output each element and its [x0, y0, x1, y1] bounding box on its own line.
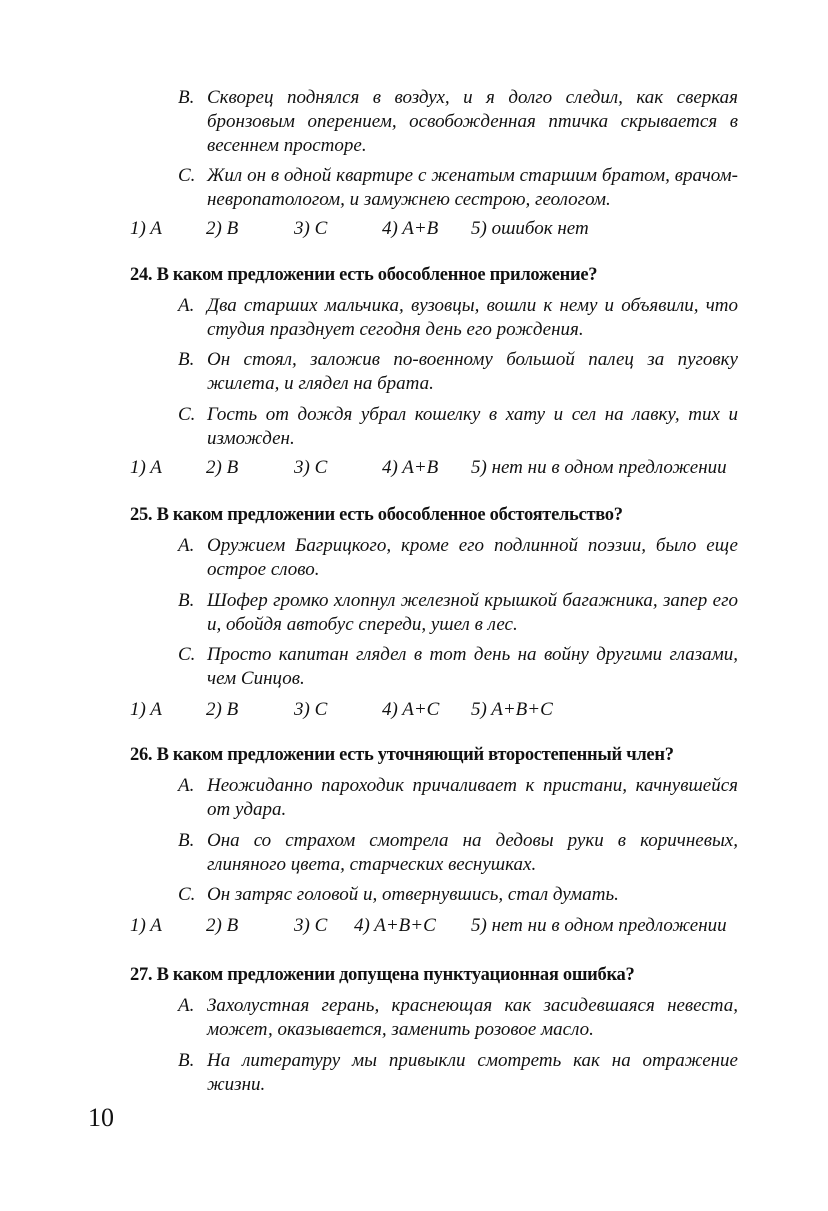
answer-2: 2) B [206, 699, 239, 720]
answer-5: 5) ошибок нет [471, 218, 589, 239]
option-text: Жил он в одной квартире с женатым старшим братом, врачом-невропатологом, и замужнею сестрою, геологом. [207, 165, 738, 210]
option-letter: B. [178, 590, 195, 611]
option-text: Шофер громко хлопнул железной крышкой багажника, запер его и, обойдя автобус спереди, ушел в лес. [207, 590, 738, 635]
option-letter: C. [178, 644, 196, 665]
question-number: 24 [130, 265, 148, 285]
answer-4: 4) A+B+C [354, 915, 436, 936]
answer-3: 3) C [294, 915, 328, 936]
option-27-a [178, 994, 738, 1042]
option-24-a [178, 294, 738, 342]
answers-23 [130, 216, 770, 242]
answer-5: 5) нет ни в одном предложении [471, 457, 727, 478]
answer-5: 5) нет ни в одном предложении [471, 915, 727, 936]
question-text: В каком предложении есть уточняющий второстепенный член? [156, 745, 674, 765]
answer-1: 1) A [130, 457, 162, 478]
option-text: Гость от дождя убрал кошелку в хату и сел на лавку, тих и изможден. [207, 404, 738, 449]
option-text: Он стоял, заложив по-военному большой палец за пуговку жилета, и глядел на брата. [207, 349, 738, 394]
question-24-title: 24. В каком предложении есть обособленное приложение? [130, 265, 598, 285]
option-25-a [178, 534, 738, 582]
question-26-title: 26. В каком предложении есть уточняющий второстепенный член? [130, 745, 674, 765]
answer-1: 1) A [130, 218, 162, 239]
answer-4: 4) A+C [382, 699, 440, 720]
answer-4: 4) A+B [382, 218, 439, 239]
option-text: Просто капитан глядел в тот день на войну другими глазами, чем Синцов. [207, 644, 738, 689]
option-letter: B. [178, 1050, 195, 1071]
option-text: Он затряс головой и, отвернувшись, стал думать. [207, 884, 619, 905]
question-27-title: 27. В каком предложении допущена пунктуационная ошибка? [130, 965, 635, 985]
option-text: Два старших мальчика, вузовцы, вошли к нему и объявили, что студия празднует сегодня день его рождения. [207, 295, 738, 340]
option-25-c [178, 643, 738, 691]
option-letter: C. [178, 404, 196, 425]
answer-2: 2) B [206, 457, 239, 478]
answer-4: 4) A+B [382, 457, 439, 478]
option-24-b [178, 348, 738, 396]
answer-1: 1) A [130, 915, 162, 936]
question-text: В каком предложении допущена пунктуационная ошибка? [156, 965, 635, 985]
option-26-c [178, 883, 738, 907]
answer-3: 3) C [294, 218, 328, 239]
question-number: 25 [130, 505, 148, 525]
option-letter: A. [178, 295, 195, 316]
option-23-b [178, 86, 738, 158]
option-letter: C. [178, 165, 196, 186]
option-26-a [178, 774, 738, 822]
option-letter: B. [178, 87, 195, 108]
option-letter: A. [178, 775, 195, 796]
option-letter: B. [178, 830, 195, 851]
answer-5: 5) A+B+C [471, 699, 553, 720]
question-text: В каком предложении есть обособленное приложение? [156, 265, 598, 285]
option-23-c [178, 164, 738, 212]
option-letter: C. [178, 884, 196, 905]
answer-2: 2) B [206, 915, 239, 936]
option-text: Оружием Багрицкого, кроме его подлинной поэзии, было еще острое слово. [207, 535, 738, 580]
question-text: В каком предложении есть обособленное обстоятельство? [156, 505, 623, 525]
answer-1: 1) A [130, 699, 162, 720]
option-letter: A. [178, 535, 195, 556]
answer-2: 2) B [206, 218, 239, 239]
option-text: Захолустная герань, краснеющая как засидевшаяся невеста, может, оказывается, заменить розовое масло. [207, 995, 738, 1040]
answer-3: 3) C [294, 457, 328, 478]
answers-26 [130, 913, 770, 939]
option-24-c [178, 403, 738, 451]
option-25-b [178, 589, 738, 637]
option-27-b [178, 1049, 738, 1097]
question-number: 27 [130, 965, 148, 985]
option-text: Она со страхом смотрела на дедовы руки в коричневых, глиняного цвета, старческих веснушках. [207, 830, 738, 875]
option-text: Скворец поднялся в воздух, и я долго следил, как сверкая бронзовым оперением, освобожденная птичка скрывается в весеннем просторе. [207, 87, 738, 156]
answers-24 [130, 455, 770, 481]
option-letter: B. [178, 349, 195, 370]
answer-3: 3) C [294, 699, 328, 720]
page-number: 10 [88, 1103, 114, 1132]
question-number: 26 [130, 745, 148, 765]
option-26-b [178, 829, 738, 877]
option-text: На литературу мы привыкли смотреть как на отражение жизни. [207, 1050, 738, 1095]
answers-25 [130, 697, 770, 723]
question-25-title: 25. В каком предложении есть обособленное обстоятельство? [130, 505, 623, 525]
option-letter: A. [178, 995, 195, 1016]
option-text: Неожиданно пароходик причаливает к пристани, качнувшейся от удара. [207, 775, 738, 820]
